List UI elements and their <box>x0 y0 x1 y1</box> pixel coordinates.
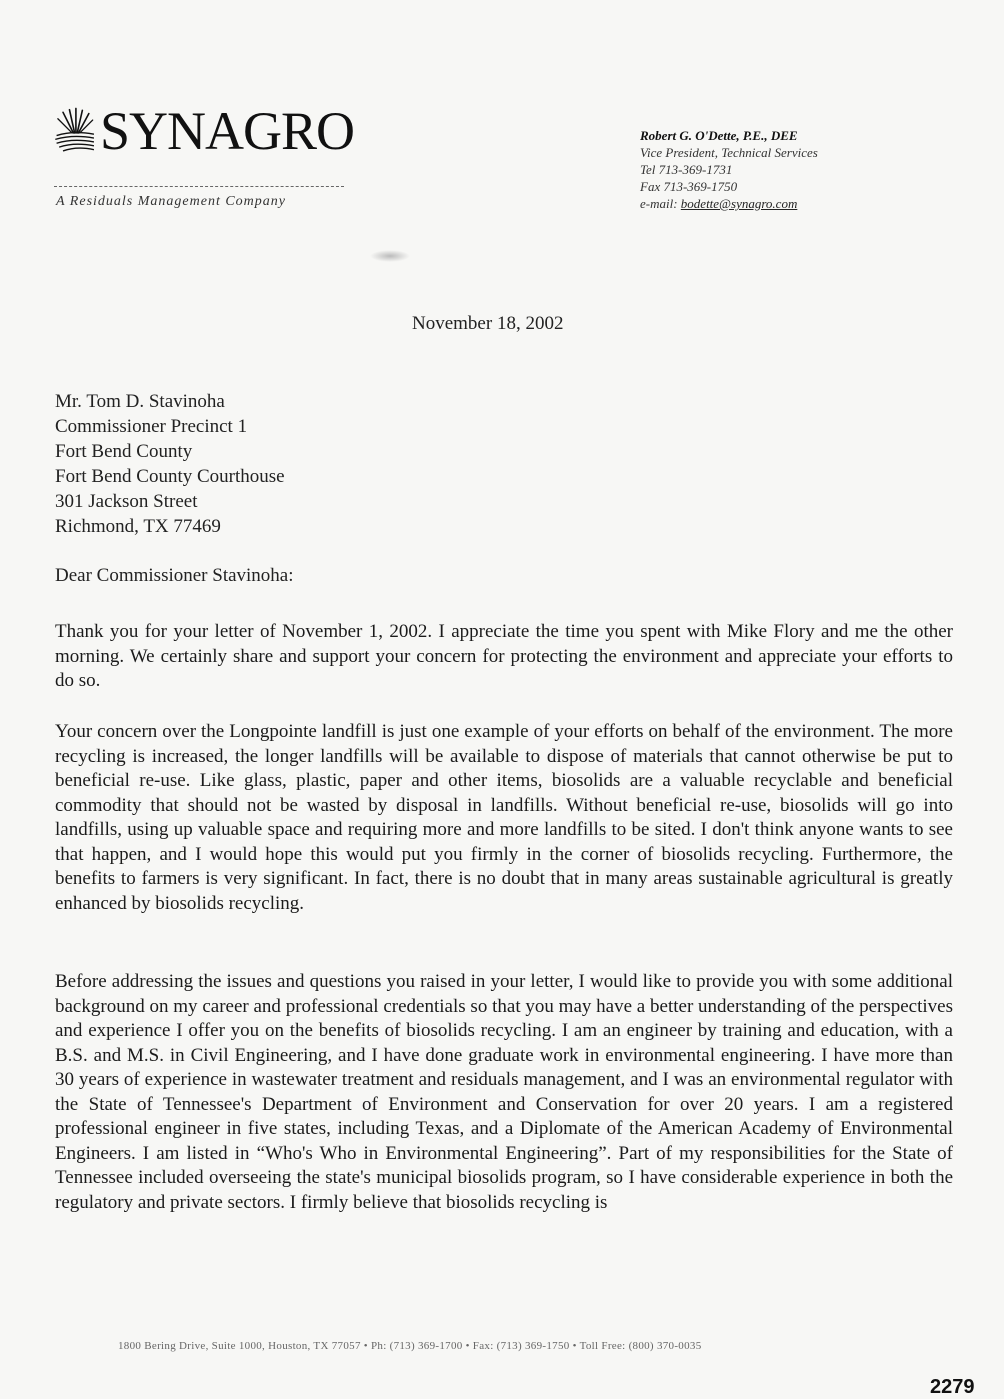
letterhead-divider <box>54 186 344 187</box>
body-paragraph-3: Before addressing the issues and questions you raised in your letter, I would like to provide you with some additional background on my career and professional credentials so that you may have a better understanding of the perspectives and experience I offer you on the benefits of biosolids recycling. I am an engineer by training and education, with a B.S. and M.S. in Civil Engineering, and I have done graduate work in environmental engineering. I have more than 30 years of experience in wastewater treatment and residuals management, and I was an environmental regulator with the State of Tennessee's Department of Environment and Conservation for over 20 years. I am a registered professional engineer in five states, including Texas, and a Diplomate of the American Academy of Environmental Engineers. I am listed in “Who's Who in Environmental Engineering”. Part of my responsibilities for the State of Tennessee included overseeing the state's municipal biosolids program, so I have considerable experience in both the regulatory and private sectors. I firmly believe that biosolids recycling is <box>55 971 953 1213</box>
address-line: Fort Bend County <box>55 441 193 462</box>
body-paragraph-1: Thank you for your letter of November 1, 2002. I appreciate the time you spent with Mike Flory and me the other morning. We certainly share and support your concern for protecting the environment and appreciate your efforts to do so. <box>55 621 953 691</box>
sender-fax: Fax 713-369-1750 <box>640 179 738 194</box>
sender-tel: Tel 713-369-1731 <box>640 162 733 177</box>
address-line: Richmond, TX 77469 <box>55 516 221 537</box>
salutation: Dear Commissioner Stavinoha: <box>55 565 294 586</box>
bates-number: 2279 <box>930 1376 975 1398</box>
scan-smudge <box>370 250 410 262</box>
sender-block <box>640 127 818 212</box>
address-line: 301 Jackson Street <box>55 491 198 512</box>
letter-date: November 18, 2002 <box>412 313 564 334</box>
sender-email-label: e-mail: <box>640 196 678 211</box>
company-name: SYNAGRO <box>99 101 354 161</box>
sender-email-link[interactable]: bodette@synagro.com <box>680 196 798 211</box>
wheat-field-icon <box>54 96 94 166</box>
address-line: Commissioner Precinct 1 <box>55 416 248 437</box>
letterhead-logo <box>54 96 354 209</box>
recipient-address <box>55 389 285 539</box>
body-paragraph-2: Your concern over the Longpointe landfill is just one example of your efforts on behalf of the environment. The more recycling is increased, the longer landfills will be available to dispose of materials that cannot otherwise be put to beneficial re-use. Like glass, plastic, paper and other items, biosolids are a valuable recyclable and beneficial commodity that should not be wasted by disposal in landfills. Without beneficial re-use, biosolids will go into landfills, using up valuable space and requiring more and more landfills to be sited. I don't think anyone wants to see that happen, and I would hope this would put you firmly in the corner of biosolids recycling. Furthermore, the benefits to farmers is very significant. In fact, there is no doubt that in many areas sustainable agricultural is greatly enhanced by biosolids recycling. <box>55 721 953 914</box>
sender-email-row <box>640 195 818 212</box>
sender-name: Robert G. O'Dette, P.E., DEE <box>640 128 798 143</box>
company-tagline: A Residuals Management Company <box>56 194 286 209</box>
address-line: Mr. Tom D. Stavinoha <box>55 391 225 412</box>
address-line: Fort Bend County Courthouse <box>55 466 285 487</box>
sender-title: Vice President, Technical Services <box>640 145 818 160</box>
letterhead-footer: 1800 Bering Drive, Suite 1000, Houston, TX 77057 • Ph: (713) 369-1700 • Fax: (713) 369-1750 • Toll Free: (800) 370-0035 <box>118 1340 702 1352</box>
